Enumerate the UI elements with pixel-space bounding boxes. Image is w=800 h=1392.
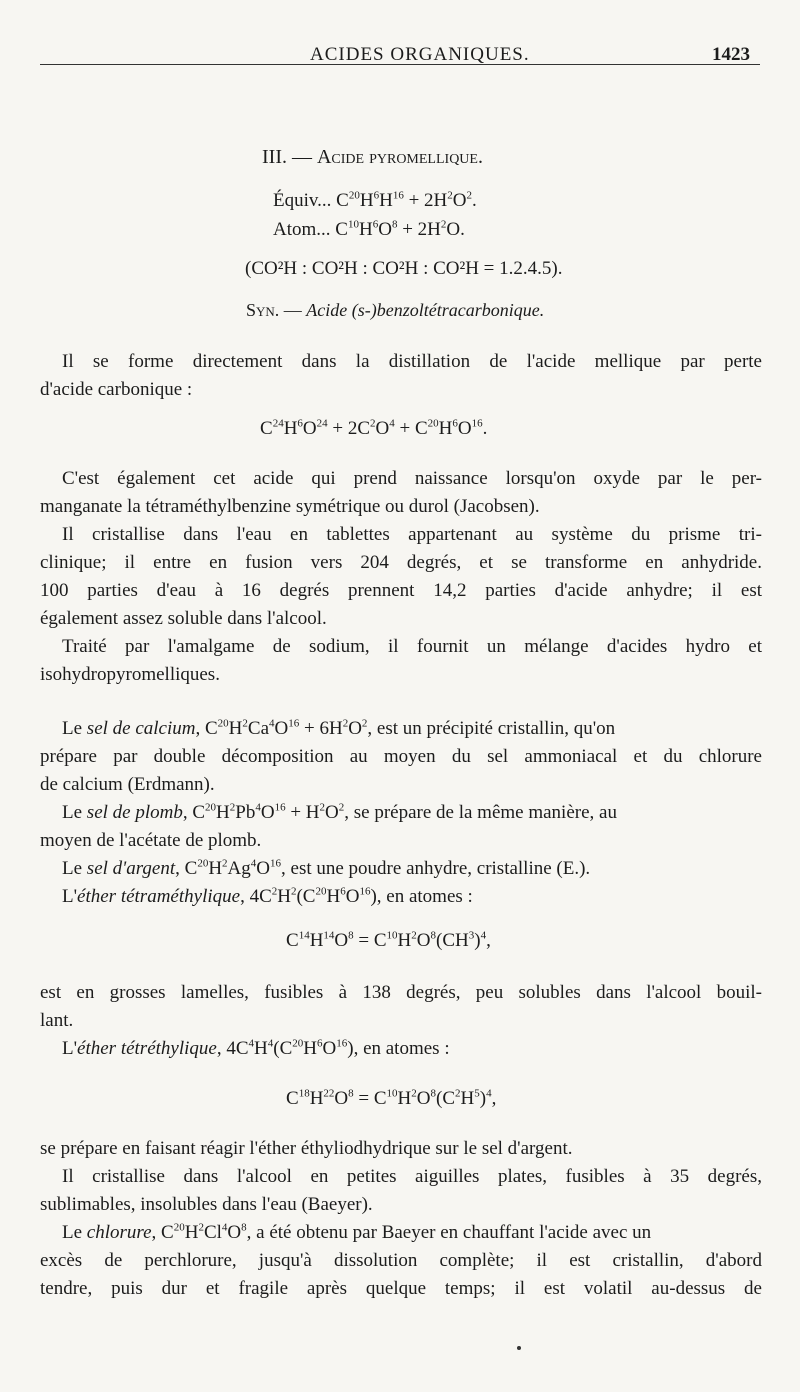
paragraph-line: manganate la tétraméthylbenzine symétrique ou durol (Jacobsen). <box>40 496 540 517</box>
synonym <box>246 300 544 321</box>
section-dash: — <box>291 146 312 168</box>
synonym-name: Acide (s-)benzoltétracarbonique. <box>306 300 545 320</box>
calcium-salt-name: sel de calcium <box>86 718 196 739</box>
tetramethyl-ether-line: L'éther tétraméthylique, $4C^2H^2(C^{20}H^6O^{16})$, en atomes : <box>62 885 473 907</box>
section-title: Acide pyromellique. <box>316 146 483 168</box>
synonym-dash: — <box>283 300 302 320</box>
paragraph-line: également assez soluble dans l'alcool. <box>40 608 327 629</box>
structure-formula: (CO²H : CO²H : CO²H : CO²H = 1.2.4.5). <box>245 258 563 279</box>
paragraph-line: est en grosses lamelles, fusibles à 138 degrés, peu solubles dans l'alcool bouil- <box>40 982 762 1003</box>
equiv-label: Équiv... <box>273 190 332 211</box>
synonym-label: Syn. <box>246 300 280 320</box>
section-number: III. <box>262 146 287 168</box>
page-number: 1423 <box>712 44 750 65</box>
tetraethyl-ether-line: L'éther tétréthylique, $4C^4H^4(C^{20}H^6O^{16})$, en atomes : <box>62 1037 450 1059</box>
paragraph-line: Il cristallise dans l'eau en tablettes appartenant au système du prisme tri- <box>62 524 762 545</box>
silver-salt-name: sel d'argent <box>86 858 176 879</box>
paragraph-line: clinique; il entre en fusion vers 204 degrés, et se transforme en anhydride. <box>40 552 762 573</box>
paragraph-line: isohydropyromelliques. <box>40 664 220 685</box>
running-title: ACIDES ORGANIQUES. <box>310 44 530 65</box>
reaction-formula: $C^{24}H^6O^{24} + 2C^2O^4 + C^{20}H^6O^{16}$. <box>260 417 488 439</box>
chloride-name: chlorure <box>86 1222 152 1243</box>
paragraph-line: d'acide carbonique : <box>40 379 193 400</box>
page-header <box>0 40 800 70</box>
header-rule <box>40 64 760 65</box>
paragraph-line: excès de perchlorure, jusqu'à dissolution complète; il est cristallin, d'abord <box>40 1250 762 1271</box>
paragraph-line: sublimables, insolubles dans l'eau (Baeyer). <box>40 1194 373 1215</box>
paragraph-line: lant. <box>40 1010 74 1031</box>
paragraph-line: de calcium (Erdmann). <box>40 774 215 795</box>
section-heading <box>262 146 483 169</box>
paragraph-line: prépare par double décomposition au moyen du sel ammoniacal et du chlorure <box>40 746 762 767</box>
tetramethyl-ether-name: éther tétraméthylique <box>77 886 241 907</box>
paragraph-line: se prépare en faisant réagir l'éther éthyliodhydrique sur le sel d'argent. <box>40 1138 573 1159</box>
paragraph-line: C'est également cet acide qui prend naissance lorsqu'on oxyde par le per- <box>62 468 762 489</box>
lead-salt-name: sel de plomb <box>86 802 183 823</box>
tetraethyl-formula: $C^{18}H^{22}O^8 = C^{10}H^2O^8(C^2H^5)^4$, <box>286 1087 497 1109</box>
equiv-formula: Équiv... $C^{20}H^6H^{16} + 2H^2O^2$. <box>273 189 477 211</box>
paragraph-line: 100 parties d'eau à 16 degrés prennent 14,2 parties d'acide anhydre; il est <box>40 580 762 601</box>
ink-dot <box>517 1346 521 1350</box>
atom-label: Atom... <box>273 219 331 240</box>
atom-formula: Atom... $C^{10}H^6O^8 + 2H^2O$. <box>273 218 465 240</box>
tetramethyl-formula: $C^{14}H^{14}O^8 = C^{10}H^2O^8(CH^3)^4$, <box>286 929 491 951</box>
calcium-salt-line: Le sel de calcium, $C^{20}H^2Ca^4O^{16} + 6H^2O^2$, est un précipité cristallin, qu'on <box>62 717 616 739</box>
paragraph-line: tendre, puis dur et fragile après quelque temps; il est volatil au-dessus de <box>40 1278 762 1299</box>
paragraph-line: Il cristallise dans l'alcool en petites aiguilles plates, fusibles à 35 degrés, <box>62 1166 762 1187</box>
paragraph-line: moyen de l'acétate de plomb. <box>40 830 262 851</box>
lead-salt-line: Le sel de plomb, $C^{20}H^2Pb^4O^{16} + H^2O^2$, se prépare de la même manière, au <box>62 801 617 823</box>
paragraph-line: Il se forme directement dans la distillation de l'acide mellique par perte <box>62 351 762 372</box>
silver-salt-line: Le sel d'argent, $C^{20}H^2Ag^4O^{16}$, est une poudre anhydre, cristalline (E.). <box>62 857 591 879</box>
chloride-line: Le chlorure, $C^{20}H^2Cl^4O^8$, a été obtenu par Baeyer en chauffant l'acide avec un <box>62 1221 652 1243</box>
paragraph-line: Traité par l'amalgame de sodium, il fournit un mélange d'acides hydro et <box>62 636 762 657</box>
tetraethyl-ether-name: éther tétréthylique <box>77 1038 217 1059</box>
